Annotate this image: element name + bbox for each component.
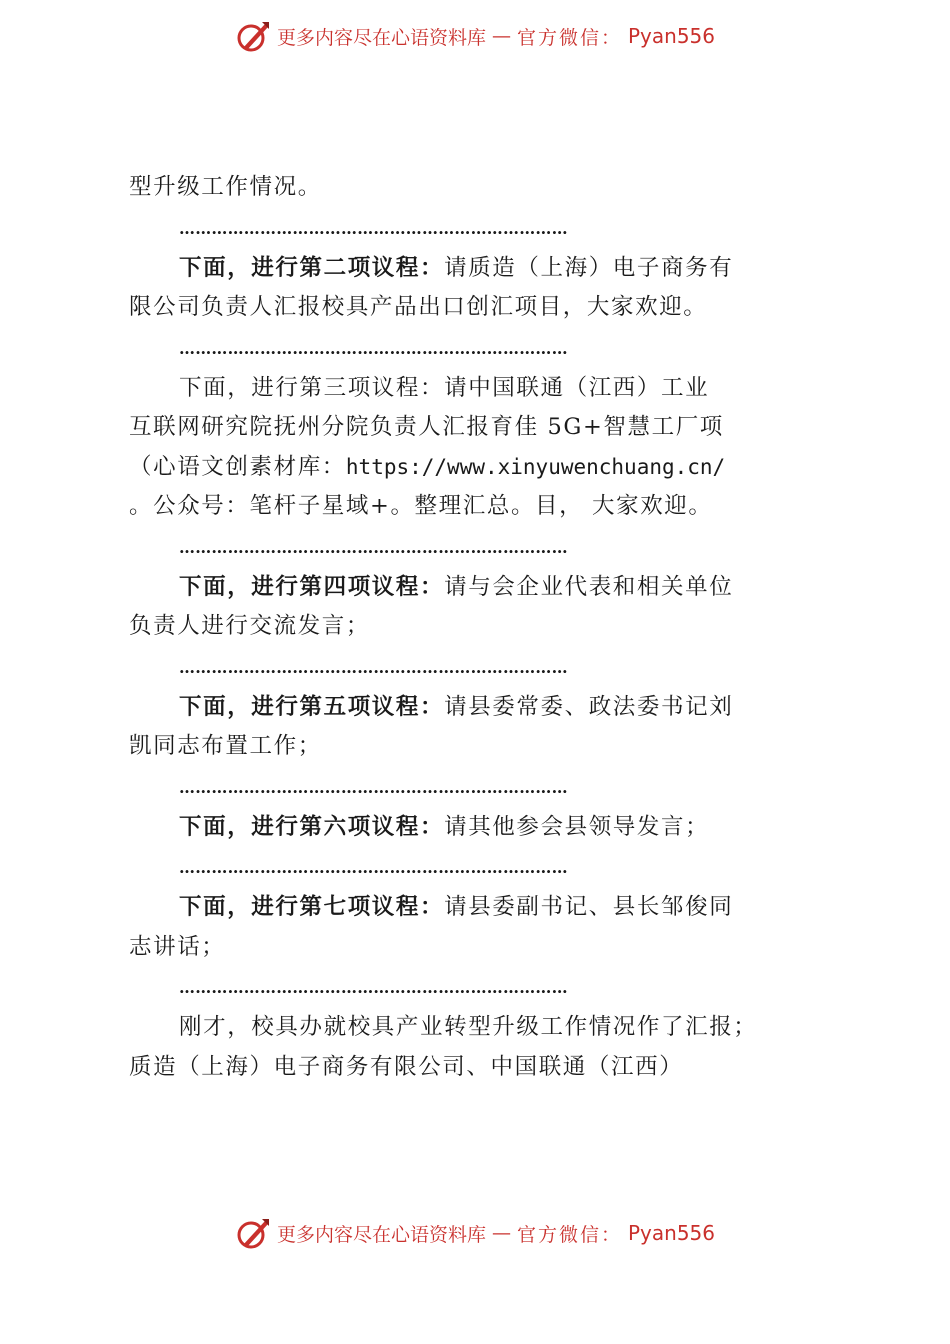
agenda-item-4	[129, 568, 769, 608]
summary-paragraph: 刚才，校具办就校具产业转型升级工作情况作了汇报；	[179, 1014, 758, 1040]
dotted-separator: ………………………………………………………………	[179, 858, 568, 877]
footer-title: 更多内容尽在心语资料库	[276, 1223, 486, 1246]
agenda-item-5	[129, 688, 769, 728]
agenda-text: 请质造（上海）电子商务有	[444, 254, 734, 281]
footer-banner	[0, 1211, 950, 1255]
text-line: 质造（上海）电子商务有限公司、中国联通（江西）	[129, 1053, 684, 1080]
agenda-text: 请县委常委、政法委书记刘	[444, 693, 734, 720]
agenda-text: 请其他参会县领导发言；	[444, 813, 710, 840]
dotted-separator: ………………………………………………………………	[179, 978, 568, 997]
text-line: 。公众号：笔杆子星域+。整理汇总。目， 大家欢迎。	[129, 493, 713, 519]
text-line: 负责人进行交流发言；	[129, 613, 371, 639]
dotted-separator: ………………………………………………………………	[179, 537, 568, 557]
agenda-item-6	[129, 808, 769, 848]
dotted-separator: ………………………………………………………………	[179, 777, 568, 797]
text-line: 互联网研究院抚州分院负责人汇报育佳 5G+智慧工厂项	[129, 414, 724, 440]
header-subtitle: 官方微信：	[516, 26, 622, 49]
dotted-separator: ………………………………………………………………	[179, 657, 568, 677]
text-line: 志讲话；	[129, 933, 226, 960]
footer-subtitle: 官方微信：	[516, 1223, 622, 1246]
header-dash: —	[491, 25, 511, 47]
header-title: 更多内容尽在心语资料库	[276, 26, 486, 49]
footer-handle: Pyan556	[628, 1221, 716, 1245]
header-handle: Pyan556	[628, 24, 716, 48]
agenda-item-7	[129, 888, 769, 928]
document-body	[129, 168, 769, 1087]
agenda-item-2	[129, 249, 769, 289]
source-url: https://www.xinyuwenchuang.cn/	[345, 454, 726, 479]
text-line	[129, 448, 769, 488]
quill-logo-icon	[235, 1215, 271, 1251]
dotted-separator: ………………………………………………………………	[179, 338, 568, 358]
quill-logo-icon	[235, 18, 271, 54]
agenda-label: 下面，进行第五项议程：	[179, 693, 445, 720]
dotted-separator: ………………………………………………………………	[179, 218, 568, 238]
text-line: 型升级工作情况。	[129, 174, 322, 200]
agenda-label: 下面，进行第四项议程：	[179, 573, 445, 600]
source-label: （心语文创素材库：	[129, 453, 346, 480]
text-line: 限公司负责人汇报校具产品出口创汇项目，大家欢迎。	[129, 294, 708, 320]
agenda-label: 下面，进行第六项议程：	[179, 813, 445, 840]
text-line: 凯同志布置工作；	[129, 733, 322, 759]
footer-dash: —	[491, 1222, 511, 1244]
agenda-item-3: 下面，进行第三项议程：请中国联通（江西）工业	[179, 374, 710, 401]
agenda-text: 请县委副书记、县长邹俊同	[444, 894, 734, 920]
header-banner	[0, 14, 950, 58]
agenda-label: 下面，进行第七项议程：	[179, 894, 445, 920]
agenda-label: 下面，进行第二项议程：	[179, 254, 445, 281]
agenda-text: 请与会企业代表和相关单位	[444, 573, 734, 600]
